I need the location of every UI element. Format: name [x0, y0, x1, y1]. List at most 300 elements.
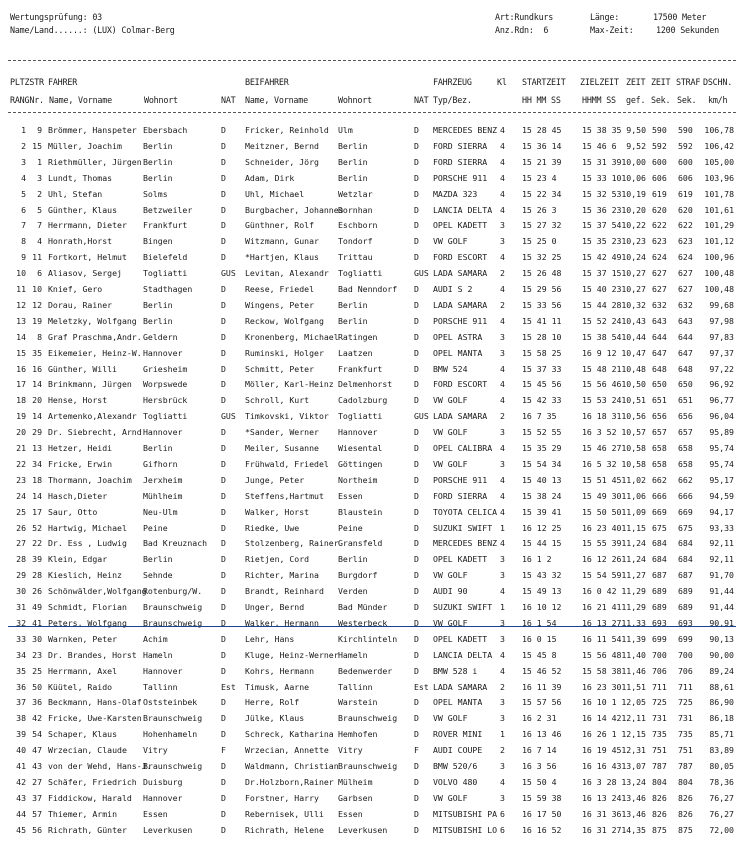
cell-straf: 650: [678, 379, 693, 390]
cell-gef: 10,19: [621, 188, 646, 199]
cell-gef: 10,22: [621, 220, 646, 231]
cell-fahrzeug: OPEL MANTA: [433, 697, 483, 708]
cell-nr: 23: [32, 649, 42, 660]
cell-beifahrer: Herre, Rolf: [245, 697, 300, 708]
cell-wohnort: Griesheim: [143, 363, 188, 374]
cell-gef: 10,57: [621, 427, 646, 438]
cell-wohnort: Braunschweig: [143, 713, 203, 724]
cell-zeit: 619: [652, 188, 667, 199]
cell-zeit: 644: [652, 331, 667, 342]
cell-wohnort: Stadthagen: [143, 284, 193, 294]
cell-nat: D: [221, 633, 226, 644]
cell-nr: 22: [32, 538, 42, 549]
cell-nr: 47: [32, 745, 42, 756]
cell-kl: 2: [500, 268, 505, 279]
cell-fahrer: Brinkmann, Jürgen: [48, 379, 132, 390]
cell-gef: 10,27: [621, 268, 646, 279]
cell-wohnort: Vitry: [143, 745, 168, 756]
cell-bwohnort: Laatzen: [338, 347, 373, 358]
cell-fahrer: Kieslich, Heinz: [48, 570, 122, 581]
cell-nr: 9: [37, 125, 42, 135]
cell-wohnort: Achim: [143, 633, 168, 644]
cell-kl: 4: [500, 649, 505, 660]
table-row: [0, 395, 743, 409]
cell-straf: 622: [678, 220, 693, 231]
cell-nr: 49: [32, 602, 42, 612]
cell-bwohnort: Dornhan: [338, 204, 373, 215]
cell-wohnort: Oststeinbek: [143, 697, 198, 708]
table-row: [0, 586, 743, 600]
cell-kmh: 95,89: [709, 427, 734, 438]
cell-straf: 804: [678, 776, 693, 787]
cell-nr: 26: [32, 586, 42, 597]
cell-beifahrer: Timusk, Aarne: [245, 681, 310, 692]
cell-beifahrer: Wingens, Peter: [245, 299, 315, 310]
cell-fahrzeug: MERCEDES BENZ: [433, 125, 498, 135]
cell-beifahrer: Burgbacher, Johannes: [245, 204, 344, 215]
cell-start: 16 2 31: [522, 713, 557, 724]
cell-gef: 9,52: [626, 140, 646, 151]
cell-gef: 10,24: [621, 252, 646, 263]
cell-nat: D: [221, 443, 226, 453]
cell-fahrer: Müller, Joachim: [48, 140, 122, 151]
cell-nr: 12: [32, 299, 42, 310]
cell-rang: 29: [16, 570, 26, 581]
cell-nat: D: [221, 220, 226, 231]
cell-gef: 11,15: [621, 522, 646, 533]
cell-kmh: 100,96: [704, 252, 734, 263]
cell-beifahrer: Günthner, Rolf: [245, 220, 315, 231]
cell-ziel: 16 11 54: [582, 633, 622, 644]
cell-ziel: 16 0 42: [582, 586, 617, 597]
cell-straf: 689: [678, 586, 693, 597]
cell-bwohnort: Berlin: [338, 172, 368, 183]
cell-fahrer: Uhl, Stefan: [48, 188, 103, 199]
cell-fahrer: Thiemer, Armin: [48, 808, 118, 819]
cell-gef: 12,31: [621, 745, 646, 756]
cell-gef: 10,27: [621, 284, 646, 294]
col-ssek: Sek.: [677, 95, 697, 105]
table-row: [0, 777, 743, 791]
cell-zeit: 706: [652, 665, 667, 676]
cell-beifahrer: Witzmann, Gunar: [245, 236, 319, 247]
cell-wohnort: Frankfurt: [143, 220, 188, 231]
col-straf: STRAF: [676, 77, 701, 87]
cell-zeit: 622: [652, 220, 667, 231]
cell-zeit: 711: [652, 681, 667, 692]
cell-wohnort: Hersbrück: [143, 395, 188, 406]
cell-fahrzeug: PORSCHE 911: [433, 474, 488, 485]
cell-fahrer: Schaper, Klaus: [48, 729, 118, 740]
cell-bwohnort: Essen: [338, 490, 363, 501]
cell-wohnort: Hannover: [143, 347, 183, 358]
cell-nat: D: [221, 729, 226, 740]
table-row: [0, 348, 743, 362]
cell-fahrzeug: MAZDA 323: [433, 188, 478, 199]
cell-gef: 10,20: [621, 204, 646, 215]
cell-fahrzeug: AUDI S 2: [433, 284, 473, 294]
cell-zeit: 623: [652, 236, 667, 247]
table-row: [0, 618, 743, 632]
cell-straf: 693: [678, 617, 693, 628]
cell-fahrzeug: VW GOLF: [433, 617, 468, 628]
cell-straf: 592: [678, 140, 693, 151]
cell-fahrzeug: LANCIA DELTA: [433, 649, 493, 660]
cell-kmh: 86,90: [709, 697, 734, 708]
cell-fahrzeug: OPEL CALIBRA: [433, 443, 493, 453]
cell-nr: 37: [32, 792, 42, 803]
cell-bnat: D: [414, 204, 419, 215]
table-row: [0, 205, 743, 219]
cell-beifahrer: Jülke, Klaus: [245, 713, 305, 724]
cell-kl: 3: [500, 347, 505, 358]
cell-fahrzeug: PORSCHE 911: [433, 172, 488, 183]
cell-straf: 644: [678, 331, 693, 342]
cell-fahrer: Knief, Gero: [48, 284, 103, 294]
cell-start: 15 25 0: [522, 236, 557, 247]
cell-bnat: D: [414, 617, 419, 628]
cell-start: 15 50 4: [522, 776, 557, 787]
cell-bwohnort: Cadolzburg: [338, 395, 388, 406]
cell-straf: 706: [678, 665, 693, 676]
col-dschn: DSCHN.: [703, 77, 733, 87]
cell-kl: 2: [500, 681, 505, 692]
cell-bnat: GUS: [414, 268, 429, 279]
cell-straf: 651: [678, 395, 693, 406]
cell-gef: 12,11: [621, 713, 646, 724]
table-row: [0, 125, 743, 139]
cell-fahrzeug: VW GOLF: [433, 570, 468, 581]
col-startzeit: STARTZEIT: [522, 77, 566, 87]
cell-rang: 25: [16, 506, 26, 517]
cell-ziel: 16 12 26: [582, 554, 622, 565]
cell-straf: 627: [678, 284, 693, 294]
cell-rang: 4: [21, 172, 26, 183]
cell-zeit: 684: [652, 554, 667, 565]
cell-nat: D: [221, 824, 226, 835]
cell-rang: 16: [16, 363, 26, 374]
cell-ziel: 15 40 23: [582, 284, 622, 294]
col-kmh: km/h: [708, 95, 728, 105]
cell-nr: 30: [32, 633, 42, 644]
cell-ziel: 15 46 6: [582, 140, 617, 151]
cell-fahrzeug: VW GOLF: [433, 395, 468, 406]
cell-ziel: 16 19 45: [582, 745, 622, 756]
cell-nat: D: [221, 490, 226, 501]
cell-straf: 600: [678, 156, 693, 167]
cell-bnat: D: [414, 252, 419, 263]
cell-zeit: 666: [652, 490, 667, 501]
cell-beifahrer: Richrath, Helene: [245, 824, 324, 835]
cell-bnat: F: [414, 745, 419, 756]
cell-ziel: 16 13 27: [582, 617, 622, 628]
cell-beifahrer: Reckow, Wolfgang: [245, 315, 324, 326]
cell-nat: Est: [221, 681, 236, 692]
cell-bnat: D: [414, 633, 419, 644]
table-row: [0, 443, 743, 457]
cell-fahrzeug: VW GOLF: [433, 792, 468, 803]
cell-kl: 3: [500, 792, 505, 803]
cell-wohnort: Gifhorn: [143, 458, 178, 469]
cell-nat: D: [221, 125, 226, 135]
cell-ziel: 16 3 52: [582, 427, 617, 438]
cell-fahrzeug: LADA SAMARA: [433, 681, 488, 692]
col-fahrer: FAHRER: [48, 77, 78, 87]
cell-wohnort: Hannover: [143, 427, 183, 438]
length-label: Länge:: [590, 12, 620, 22]
cell-zeit: 600: [652, 156, 667, 167]
cell-nat: D: [221, 538, 226, 549]
cell-bwohnort: Bedenwerder: [338, 665, 393, 676]
cell-ziel: 15 44 28: [582, 299, 622, 310]
table-row: [0, 809, 743, 823]
cell-straf: 662: [678, 474, 693, 485]
cell-bnat: D: [414, 156, 419, 167]
cell-wohnort: Berlin: [143, 554, 173, 565]
table-row: [0, 220, 743, 234]
cell-kl: 3: [500, 236, 505, 247]
cell-start: 15 46 52: [522, 665, 562, 676]
cell-rang: 23: [16, 474, 26, 485]
cell-kmh: 80,05: [709, 761, 734, 771]
cell-rang: 41: [16, 761, 26, 771]
cell-bnat: D: [414, 554, 419, 565]
cell-zeit: 787: [652, 761, 667, 771]
cell-ziel: 15 38 35: [582, 125, 622, 135]
cell-beifahrer: Schroll, Kurt: [245, 395, 310, 406]
cell-straf: 826: [678, 792, 693, 803]
cell-bwohnort: Berlin: [338, 315, 368, 326]
cell-nat: D: [221, 522, 226, 533]
cell-gef: 11,24: [621, 538, 646, 549]
cell-straf: 669: [678, 506, 693, 517]
cell-nat: D: [221, 252, 226, 263]
cell-zeit: 689: [652, 586, 667, 597]
cell-bwohnort: Mülheim: [338, 776, 373, 787]
cell-kl: 4: [500, 490, 505, 501]
cell-ziel: 16 3 28: [582, 776, 617, 787]
stage-name: Name/Land......: (LUX) Colmar-Berg: [10, 25, 175, 35]
cell-zeit: 658: [652, 443, 667, 453]
cell-bwohnort: Tallinn: [338, 681, 373, 692]
cell-rang: 18: [16, 395, 26, 406]
table-row: [0, 157, 743, 171]
cell-bwohnort: Delmenhorst: [338, 379, 393, 390]
cell-fahrzeug: PORSCHE 911: [433, 315, 488, 326]
col-bwohnort: Wohnort: [338, 95, 372, 105]
cell-straf: 787: [678, 761, 693, 771]
cell-start: 15 42 33: [522, 395, 562, 406]
cell-zeit: 731: [652, 713, 667, 724]
cell-ziel: 15 56 46: [582, 379, 622, 390]
table-divider: [8, 112, 736, 113]
stage-label: Wertungsprüfung: 03: [10, 12, 103, 22]
highlight-line: [8, 626, 736, 627]
cell-fahrzeug: FORD SIERRA: [433, 156, 488, 167]
cell-kmh: 72,00: [709, 824, 734, 835]
cell-kl: 3: [500, 617, 505, 628]
cell-fahrer: Dorau, Rainer: [48, 299, 113, 310]
cell-rang: 28: [16, 554, 26, 565]
cell-rang: 13: [16, 315, 26, 326]
cell-beifahrer: *Sander, Werner: [245, 427, 319, 438]
cell-wohnort: Essen: [143, 808, 168, 819]
cell-wohnort: Braunschweig: [143, 602, 203, 612]
cell-gef: 10,51: [621, 395, 646, 406]
cell-ziel: 15 46 27: [582, 443, 622, 453]
cell-bnat: D: [414, 363, 419, 374]
cell-wohnort: Jerxheim: [143, 474, 183, 485]
cell-fahrer: Riethmüller, Jürgen: [48, 156, 142, 167]
cell-straf: 657: [678, 427, 693, 438]
cell-fahrer: Wrzecian, Claude: [48, 745, 127, 756]
cell-wohnort: Neu-Ulm: [143, 506, 178, 517]
cell-ziel: 15 55 39: [582, 538, 622, 549]
cell-kl: 4: [500, 363, 505, 374]
cell-fahrer: Saur, Otto: [48, 506, 98, 517]
cell-beifahrer: Brandt, Reinhard: [245, 586, 324, 597]
cell-kmh: 103,96: [704, 172, 734, 183]
cell-fahrzeug: LADA SAMARA: [433, 299, 488, 310]
cell-nat: D: [221, 808, 226, 819]
cell-start: 15 26 3: [522, 204, 557, 215]
cell-rang: 2: [21, 140, 26, 151]
col-zeit1: ZEIT: [626, 77, 646, 87]
cell-kmh: 90,13: [709, 633, 734, 644]
cell-bwohnort: Berlin: [338, 156, 368, 167]
cell-straf: 643: [678, 315, 693, 326]
cell-beifahrer: Lehr, Hans: [245, 633, 295, 644]
cell-nat: D: [221, 140, 226, 151]
cell-bnat: D: [414, 427, 419, 438]
table-row: [0, 459, 743, 473]
cell-zeit: 632: [652, 299, 667, 310]
cell-wohnort: Duisburg: [143, 776, 183, 787]
cell-bwohnort: Togliatti: [338, 411, 383, 422]
cell-rang: 42: [16, 776, 26, 787]
cell-kmh: 101,29: [704, 220, 734, 231]
cell-rang: 3: [21, 156, 26, 167]
cell-fahrer: Hartwig, Michael: [48, 522, 127, 533]
cell-rang: 11: [16, 284, 26, 294]
cell-straf: 619: [678, 188, 693, 199]
cell-beifahrer: Kronenberg, Michael: [245, 331, 339, 342]
cell-kmh: 96,04: [709, 411, 734, 422]
cell-zeit: 735: [652, 729, 667, 740]
cell-straf: 731: [678, 713, 693, 724]
cell-beifahrer: Timkovski, Viktor: [245, 411, 329, 422]
cell-start: 15 37 33: [522, 363, 562, 374]
cell-bnat: D: [414, 188, 419, 199]
cell-kl: 4: [500, 506, 505, 517]
cell-start: 16 10 12: [522, 602, 562, 612]
cell-nr: 36: [32, 697, 42, 708]
cell-beifahrer: Walker, Hermann: [245, 617, 319, 628]
cell-start: 16 13 46: [522, 729, 562, 740]
cell-ziel: 15 33 10: [582, 172, 622, 183]
cell-ziel: 16 23 30: [582, 681, 622, 692]
cell-ziel: 16 5 32: [582, 458, 617, 469]
table-row: [0, 602, 743, 616]
cell-start: 15 58 25: [522, 347, 562, 358]
cell-straf: 606: [678, 172, 693, 183]
cell-nat: D: [221, 506, 226, 517]
cell-fahrzeug: FORD ESCORT: [433, 379, 488, 390]
cell-fahrzeug: OPEL KADETT: [433, 633, 488, 644]
cell-zeit: 620: [652, 204, 667, 215]
table-row: [0, 284, 743, 298]
cell-rang: 14: [16, 331, 26, 342]
cell-start: 15 21 39: [522, 156, 562, 167]
cell-straf: 632: [678, 299, 693, 310]
cell-start: 16 1 54: [522, 617, 557, 628]
cell-gef: 10,58: [621, 458, 646, 469]
cell-beifahrer: Schneider, Jörg: [245, 156, 319, 167]
col-zielzeit: ZIELZEIT: [580, 77, 619, 87]
table-row: [0, 761, 743, 775]
cell-zeit: 643: [652, 315, 667, 326]
cell-fahrer: Peters, Wolfgang: [48, 617, 127, 628]
cell-start: 15 52 55: [522, 427, 562, 438]
cell-wohnort: Berlin: [143, 172, 173, 183]
cell-nat: D: [221, 697, 226, 708]
cell-zeit: 751: [652, 745, 667, 756]
cell-nat: D: [221, 474, 226, 485]
cell-start: 16 3 56: [522, 761, 557, 771]
cell-rang: 20: [16, 427, 26, 438]
cell-rang: 43: [16, 792, 26, 803]
cell-bnat: D: [414, 331, 419, 342]
cell-fahrer: Hetzer, Heidi: [48, 443, 113, 453]
cell-fahrzeug: AUDI COUPE: [433, 745, 483, 756]
cell-fahrer: Richrath, Günter: [48, 824, 127, 835]
cell-bnat: GUS: [414, 411, 429, 422]
cell-wohnort: Geldern: [143, 331, 178, 342]
length-value: 17500 Meter: [653, 12, 707, 22]
cell-bnat: D: [414, 458, 419, 469]
cell-bnat: D: [414, 315, 419, 326]
cell-zeit: 658: [652, 458, 667, 469]
cell-straf: 687: [678, 570, 693, 581]
cell-gef: 10,44: [621, 331, 646, 342]
cell-kl: 2: [500, 411, 505, 422]
cell-straf: 648: [678, 363, 693, 374]
cell-kl: 4: [500, 379, 505, 390]
cell-kmh: 92,11: [709, 554, 734, 565]
cell-fahrzeug: VOLVO 480: [433, 776, 478, 787]
cell-fahrer: Aliasov, Sergej: [48, 268, 122, 279]
cell-fahrer: Artemenko,Alexandr: [48, 411, 137, 422]
cell-nat: D: [221, 649, 226, 660]
col-nat: NAT: [221, 95, 236, 105]
cell-wohnort: Bad Kreuznach: [143, 538, 208, 549]
cell-zeit: 700: [652, 649, 667, 660]
cell-gef: 11,02: [621, 474, 646, 485]
cell-fahrer: Meletzky, Wolfgang: [48, 315, 137, 326]
cell-bnat: D: [414, 522, 419, 533]
cell-bnat: D: [414, 697, 419, 708]
cell-rang: 7: [21, 220, 26, 231]
cell-start: 15 22 34: [522, 188, 562, 199]
cell-straf: 624: [678, 252, 693, 263]
lap-count: Anz.Rdn: 6: [495, 25, 549, 35]
cell-start: 15 44 15: [522, 538, 562, 549]
col-rang: RANGNr.: [10, 95, 44, 105]
col-wohnort: Wohnort: [144, 95, 178, 105]
cell-bwohnort: Eschborn: [338, 220, 378, 231]
col-start: HH MM SS: [522, 95, 561, 105]
cell-gef: 10,43: [621, 315, 646, 326]
